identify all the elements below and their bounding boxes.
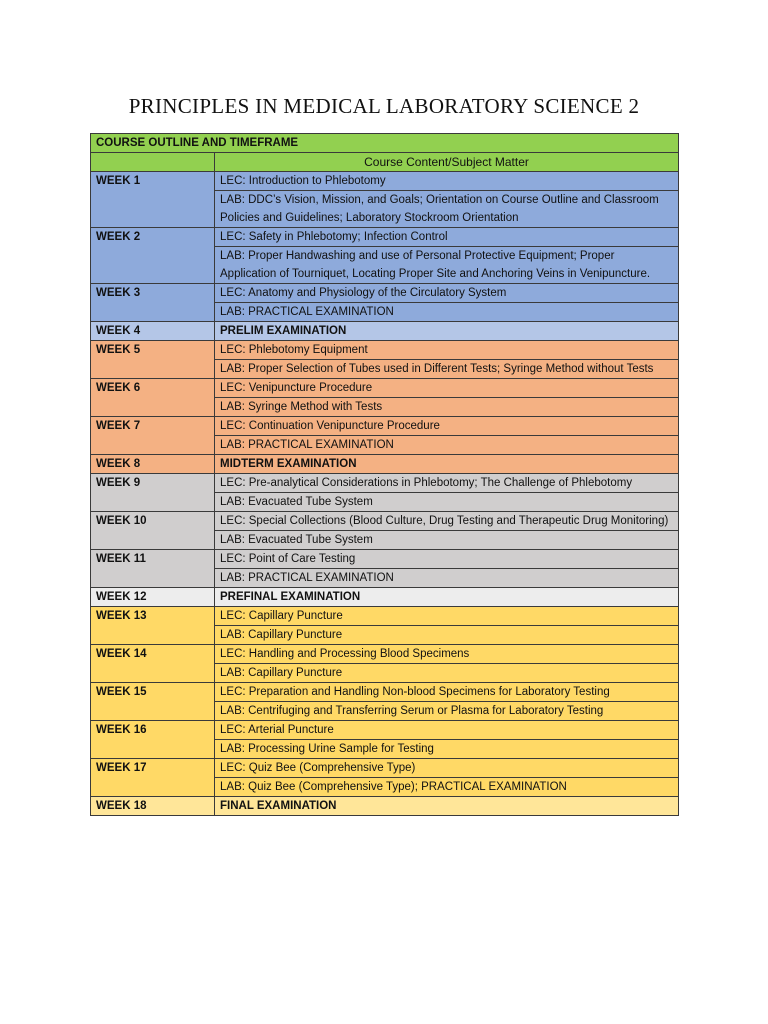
content-cell: LAB: Evacuated Tube System (215, 493, 679, 512)
week-label: WEEK 16 (91, 721, 215, 759)
course-outline-body (91, 134, 679, 816)
content-cell: LEC: Venipuncture Procedure (215, 379, 679, 398)
content-cell: LAB: DDC’s Vision, Mission, and Goals; Orientation on Course Outline and Classroom Policies and Guidelines; Laboratory Stockroom Orientation (215, 191, 679, 228)
content-cell: LAB: Proper Handwashing and use of Personal Protective Equipment; Proper Application of Tourniquet, Locating Proper Site and Anchoring Veins in Venipuncture. (215, 247, 679, 284)
week-label: WEEK 4 (91, 322, 215, 341)
content-cell: LEC: Capillary Puncture (215, 607, 679, 626)
table-row (91, 341, 679, 360)
content-cell: LAB: Quiz Bee (Comprehensive Type); PRACTICAL EXAMINATION (215, 778, 679, 797)
week-label: WEEK 10 (91, 512, 215, 550)
table-row (91, 645, 679, 664)
content-cell: LEC: Handling and Processing Blood Specimens (215, 645, 679, 664)
table-row (91, 550, 679, 569)
week-label: WEEK 1 (91, 172, 215, 228)
content-cell: LAB: PRACTICAL EXAMINATION (215, 436, 679, 455)
content-cell: LAB: Capillary Puncture (215, 626, 679, 645)
content-cell: LEC: Special Collections (Blood Culture, Drug Testing and Therapeutic Drug Monitoring) (215, 512, 679, 531)
week-label: WEEK 15 (91, 683, 215, 721)
content-cell: LEC: Safety in Phlebotomy; Infection Control (215, 228, 679, 247)
week-label: WEEK 8 (91, 455, 215, 474)
exam-cell: PREFINAL EXAMINATION (215, 588, 679, 607)
week-label: WEEK 18 (91, 797, 215, 816)
content-cell: LEC: Continuation Venipuncture Procedure (215, 417, 679, 436)
table-row (91, 474, 679, 493)
table-row (91, 284, 679, 303)
header-empty-cell (91, 153, 215, 172)
content-cell: LEC: Preparation and Handling Non-blood Specimens for Laboratory Testing (215, 683, 679, 702)
table-row (91, 228, 679, 247)
exam-cell: PRELIM EXAMINATION (215, 322, 679, 341)
table-row (91, 379, 679, 398)
content-cell: LAB: Proper Selection of Tubes used in Different Tests; Syringe Method without Tests (215, 360, 679, 379)
table-caption: COURSE OUTLINE AND TIMEFRAME (91, 134, 679, 153)
content-cell: LAB: Evacuated Tube System (215, 531, 679, 550)
table-row (91, 759, 679, 778)
content-cell: LAB: PRACTICAL EXAMINATION (215, 303, 679, 322)
course-outline-table (90, 133, 679, 816)
week-label: WEEK 14 (91, 645, 215, 683)
content-cell: LEC: Pre-analytical Considerations in Phlebotomy; The Challenge of Phlebotomy (215, 474, 679, 493)
table-row (91, 417, 679, 436)
table-caption-row (91, 134, 679, 153)
week-label: WEEK 17 (91, 759, 215, 797)
week-label: WEEK 12 (91, 588, 215, 607)
table-row (91, 607, 679, 626)
exam-cell: MIDTERM EXAMINATION (215, 455, 679, 474)
table-row (91, 322, 679, 341)
column-header: Course Content/Subject Matter (215, 153, 679, 172)
table-row (91, 512, 679, 531)
content-cell: LEC: Arterial Puncture (215, 721, 679, 740)
week-label: WEEK 6 (91, 379, 215, 417)
content-cell: LAB: PRACTICAL EXAMINATION (215, 569, 679, 588)
table-row (91, 172, 679, 191)
table-row (91, 455, 679, 474)
exam-cell: FINAL EXAMINATION (215, 797, 679, 816)
week-label: WEEK 3 (91, 284, 215, 322)
table-row (91, 797, 679, 816)
table-row (91, 683, 679, 702)
content-cell: LAB: Centrifuging and Transferring Serum or Plasma for Laboratory Testing (215, 702, 679, 721)
page-title: PRINCIPLES IN MEDICAL LABORATORY SCIENCE 2 (128, 94, 640, 118)
week-label: WEEK 13 (91, 607, 215, 645)
content-cell: LEC: Quiz Bee (Comprehensive Type) (215, 759, 679, 778)
table-row (91, 588, 679, 607)
content-cell: LEC: Point of Care Testing (215, 550, 679, 569)
week-label: WEEK 11 (91, 550, 215, 588)
table-header-row (91, 153, 679, 172)
content-cell: LEC: Phlebotomy Equipment (215, 341, 679, 360)
week-label: WEEK 9 (91, 474, 215, 512)
content-cell: LEC: Anatomy and Physiology of the Circulatory System (215, 284, 679, 303)
table-row (91, 721, 679, 740)
content-cell: LAB: Syringe Method with Tests (215, 398, 679, 417)
week-label: WEEK 7 (91, 417, 215, 455)
content-cell: LEC: Introduction to Phlebotomy (215, 172, 679, 191)
week-label: WEEK 2 (91, 228, 215, 284)
week-label: WEEK 5 (91, 341, 215, 379)
content-cell: LAB: Capillary Puncture (215, 664, 679, 683)
content-cell: LAB: Processing Urine Sample for Testing (215, 740, 679, 759)
